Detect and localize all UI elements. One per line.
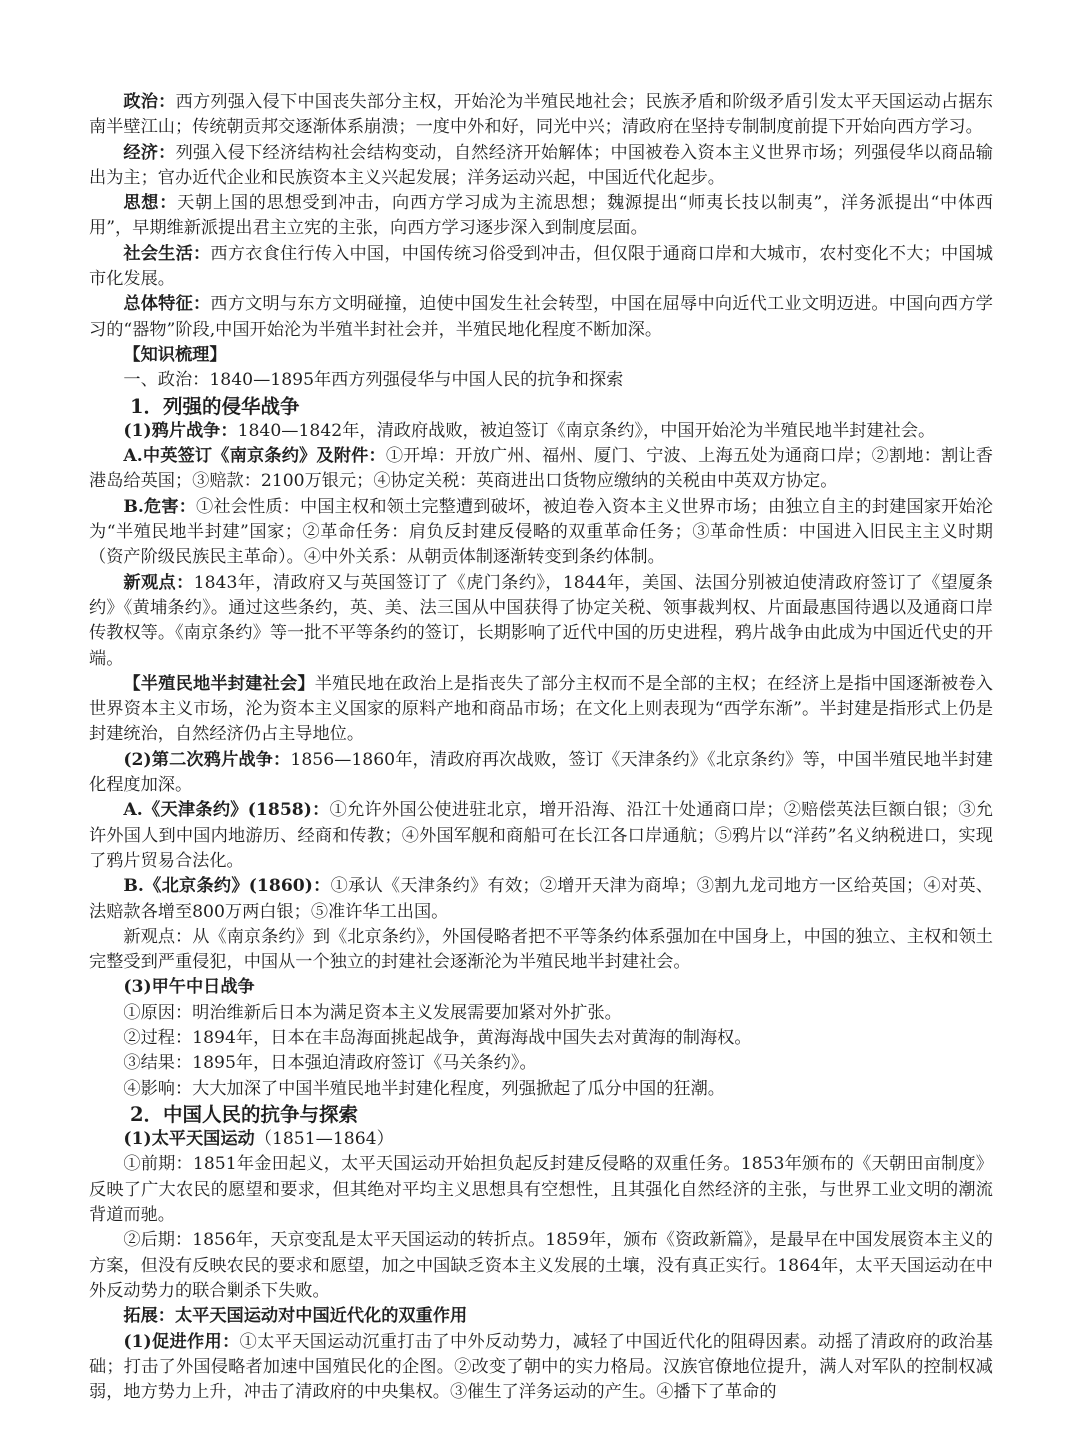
paragraph (89, 242, 993, 293)
paragraph-text: ①太平天国运动沉重打击了中外反动势力，减轻了中国近代化的阻碍因素。动摇了清政府的政治基础；打击了外国侵略者加速中国殖民化的企图。②改变了朝中的实力格局。汉族官僚地位提升，满人对军队的控制权减弱，地方势力上升，冲击了清政府的中央集权。③催生了洋务运动的产生。④播下了革命的 (89, 1331, 993, 1403)
paragraph-text: 1843年，清政府又与英国签订了《虎门条约》，1844年，美国、法国分别被迫使清政府签订了《望厦条约》《黄埔条约》。通过这些条约，英、美、法三国从中国获得了协定关税、领事裁判权、片面最惠国待遇以及通商口岸传教权等。《南京条约》等一批不平等条约的签订，长期影响了近代中国的历史进程，鸦片战争由此成为中国近代史的开端。 (89, 572, 993, 669)
paragraph-label: A.《天津条约》(1858)： (123, 800, 330, 821)
paragraph (89, 1001, 993, 1026)
paragraph (89, 419, 993, 444)
paragraph (89, 1051, 993, 1076)
paragraph-text: ①允许外国公使进驻北京，增开沿海、沿江十处通商口岸；②赔偿英法巨额白银；③允许外国人到中国内地游历、经商和传教；④外国军舰和商船可在长江各口岸通航；⑤鸦片以“洋药”名义纳税进口，实现了鸦片贸易合法化。 (89, 800, 993, 871)
section-heading (89, 394, 993, 419)
paragraph-label: 1．列强的侵华战争 (129, 394, 300, 418)
paragraph-label: 【半殖民地半封建社会】 (123, 673, 315, 694)
paragraph-label: (2)第二次鸦片战争： (123, 749, 291, 770)
paragraph-text: 天朝上国的思想受到冲击，向西方学习成为主流思想；魏源提出“师夷长技以制夷”，洋务派提出“中体西用”，早期维新派提出君主立宪的主张，向西方学习逐步深入到制度层面。 (89, 193, 993, 239)
paragraph (89, 1152, 993, 1228)
paragraph-label: 【知识梳理】 (123, 344, 227, 365)
paragraph-text: 列强入侵下经济结构社会结构变动，自然经济开始解体；中国被卷入资本主义世界市场；列强侵华以商品输出为主；官办近代企业和民族资本主义兴起发展；洋务运动兴起，中国近代化起步。 (89, 142, 993, 188)
paragraph (89, 343, 993, 368)
paragraph-text: ①开埠：开放广州、福州、厦门、宁波、上海五处为通商口岸；②割地：割让香港岛给英国；③赔款：2100万银元；④协定关税：英商进出口货物应缴纳的关税由中英双方协定。 (89, 446, 993, 492)
section-heading (89, 1102, 993, 1127)
paragraph-text: 半殖民地在政治上是指丧失了部分主权而不是全部的主权；在经济上是指中国逐渐被卷入世界资本主义市场，沦为资本主义国家的原料产地和商品市场；在文化上则表现为“西学东渐”。半封建是指形式上仍是封建统治，自然经济仍占主导地位。 (89, 673, 994, 745)
paragraph (89, 925, 993, 976)
paragraph-label: 新观点： (123, 572, 194, 593)
paragraph-label: 2．中国人民的抗争与探索 (129, 1102, 359, 1126)
paragraph (89, 874, 993, 925)
paragraph-text: ②过程：1894年，日本在丰岛海面挑起战争，黄海海战中国失去对黄海的制海权。 (123, 1027, 752, 1048)
paragraph (89, 292, 993, 343)
paragraph (89, 571, 993, 672)
paragraph-text: ①承认《天津条约》有效；②增开天津为商埠；③割九龙司地方一区给英国；④对英、法赔款各增至800万两白银；⑤准许华工出国。 (89, 876, 993, 922)
paragraph-text: ③结果：1895年，日本强迫清政府签订《马关条约》。 (123, 1053, 537, 1074)
paragraph-label: 经济： (123, 142, 176, 163)
paragraph (89, 798, 993, 874)
paragraph-text: 新观点：从《南京条约》到《北京条约》，外国侵略者把不平等条约体系强加在中国身上，中国的独立、主权和领土完整受到严重侵犯，中国从一个独立的封建社会逐渐沦为半殖民地半封建社会。 (89, 926, 993, 973)
paragraph-label: (3)甲午中日战争 (123, 977, 255, 998)
paragraph-label: 总体特征： (123, 294, 211, 315)
paragraph-text: ④影响：大大加深了中国半殖民地半封建化程度，列强掀起了瓜分中国的狂潮。 (123, 1078, 725, 1099)
paragraph-label: B.《北京条约》(1860)： (123, 876, 331, 897)
paragraph (89, 444, 993, 495)
paragraph-text: ②后期：1856年，天京变乱是太平天国运动的转折点。1859年，颁布《资政新篇》，是最早在中国发展资本主义的方案，但没有反映农民的要求和愿望，加之中国缺乏资本主义发展的土壤，没有真正实行。1864年，太平天国运动在中外反动势力的联合剿杀下失败。 (89, 1230, 993, 1301)
paragraph (89, 1228, 993, 1304)
paragraph-label: (1)促进作用： (123, 1331, 240, 1352)
paragraph (89, 1077, 993, 1102)
paragraph-text: ①前期：1851年金田起义，太平天国运动开始担负起反封建反侵略的双重任务。1853年颁布的《天朝田亩制度》反映了广大农民的愿望和要求，但其绝对平均主义思想具有空想性，且其强化自然经济的主张，与世界工业文明的潮流背道而驰。 (89, 1154, 993, 1226)
paragraph-label: 政治： (123, 92, 176, 112)
paragraph (89, 672, 993, 748)
paragraph (89, 1330, 993, 1406)
document-page (89, 90, 993, 1405)
paragraph (89, 1026, 993, 1051)
paragraph (89, 1127, 993, 1152)
paragraph-text: 西方列强入侵下中国丧失部分主权，开始沦为半殖民地社会；民族矛盾和阶级矛盾引发太平天国运动占据东南半壁江山；传统朝贡邦交逐渐体系崩溃；一度中外和好，同光中兴；清政府在坚持专制制度前提下开始向西方学习。 (89, 92, 993, 138)
paragraph (89, 495, 993, 571)
paragraph-text: 西方衣食住行传入中国，中国传统习俗受到冲击，但仅限于通商口岸和大城市，农村变化不大；中国城市化发展。 (89, 243, 993, 290)
paragraph-text: 一、政治：1840—1895年西方列强侵华与中国人民的抗争和探索 (123, 370, 624, 391)
paragraph-label: (1)鸦片战争： (123, 420, 238, 441)
paragraph-text: 1856—1860年，清政府再次战败，签订《天津条约》《北京条约》等，中国半殖民地半封建化程度加深。 (89, 749, 993, 796)
paragraph-label: 拓展：太平天国运动对中国近代化的双重作用 (123, 1306, 468, 1327)
paragraph-text: ①原因：明治维新后日本为满足资本主义发展需要加紧对外扩张。 (123, 1002, 622, 1023)
paragraph (89, 141, 993, 192)
paragraph (89, 975, 993, 1000)
paragraph (89, 748, 993, 799)
paragraph (89, 90, 993, 141)
paragraph-text: 西方文明与东方文明碰撞，迫使中国发生社会转型，中国在屈辱中向近代工业文明迈进。中国向西方学习的“器物”阶段,中国开始沦为半殖半封社会并，半殖民地化程度不断加深。 (89, 294, 993, 340)
paragraph (89, 368, 993, 393)
paragraph (89, 1304, 993, 1329)
paragraph-text: （1851—1864） (254, 1129, 394, 1150)
paragraph-label: 社会生活： (123, 243, 211, 264)
paragraph-text: 1840—1842年，清政府战败，被迫签订《南京条约》，中国开始沦为半殖民地半封建社会。 (237, 420, 936, 441)
paragraph-text: ①社会性质：中国主权和领土完整遭到破坏，被迫卷入资本主义世界市场；由独立自主的封建国家开始沦为“半殖民地半封建”国家；②革命任务：肩负反封建反侵略的双重革命任务；③革命性质：中国进入旧民主主义时期（资产阶级民族民主革命）。④中外关系：从朝贡体制逐渐转变到条约体制。 (89, 496, 993, 568)
paragraph-label: (1)太平天国运动 (123, 1129, 255, 1150)
paragraph-label: 思想： (123, 193, 178, 214)
paragraph-label: A.中英签订《南京条约》及附件： (123, 446, 386, 467)
paragraph-label: B.危害： (123, 496, 197, 517)
paragraph (89, 191, 993, 242)
